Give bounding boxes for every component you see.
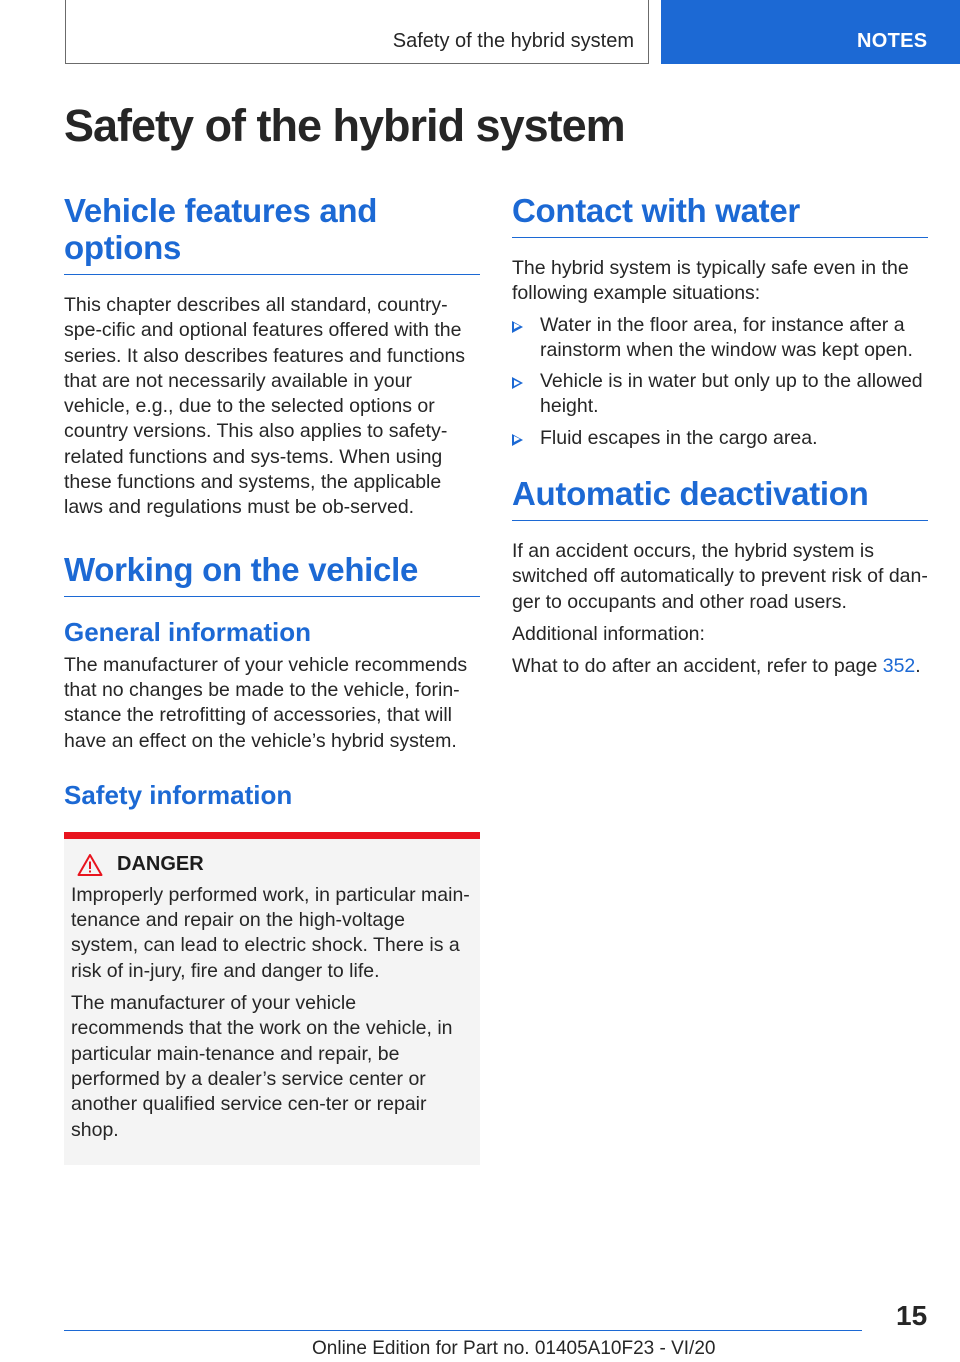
water-situations-list: [512, 313, 928, 451]
page-title: Safety of the hybrid system: [64, 100, 625, 151]
safety-information-heading: Safety information: [64, 779, 293, 810]
footer-edition-text: Online Edition for Part no. 01405A10F23 - VI/20: [312, 1338, 716, 1359]
bullet-triangle-icon: [512, 377, 523, 389]
danger-label: DANGER: [117, 853, 204, 876]
general-information-text: The manufacturer of your vehicle recommends that no changes be made to the vehicle, forin-stance the retrofitting of accessories, that will have an effect on the vehicle’s hybrid system.: [64, 653, 468, 752]
header-section-box: [65, 0, 649, 64]
notes-tab[interactable]: [661, 0, 960, 64]
page-reference-link[interactable]: 352: [882, 655, 916, 678]
danger-text-risk: Improperly performed work, in particular main-tenance and repair on the high-voltage system, can lead to electric shock. There is a risk of in-jury, fire and danger to life.: [71, 883, 470, 982]
list-item: Water in the floor area, for instance after a rainstorm when the window was kept open.: [512, 313, 928, 364]
right-column: [512, 192, 928, 680]
danger-notice: [64, 832, 480, 1165]
automatic-deactivation-heading: Automatic deactivation: [512, 475, 928, 521]
danger-text-recommendation: The manufacturer of your vehicle recommends that the work on the vehicle, in particular main-tenance and repair, be performed by a dealer’s service center or another qualified service cen-ter or repair shop.: [71, 992, 453, 1141]
left-column: [64, 192, 480, 1165]
water-intro-text: The hybrid system is typically safe even in the following example situations:: [512, 257, 909, 305]
footer-divider: [64, 1330, 862, 1331]
bullet-triangle-icon: [512, 321, 523, 333]
danger-header: [77, 853, 470, 877]
general-information-heading: General information: [64, 616, 312, 647]
working-on-vehicle-heading: Working on the vehicle: [64, 551, 480, 597]
vehicle-features-text: This chapter describes all standard, country-spe-cific and optional features offered with the series. It also describes features and functions that are not necessarily available in your vehicle, e.g., due to the selected options or country versions. This also applies to safety-related functions and sys-tems. When using these functions and systems, the applicable laws and regulations must be ob-served.: [64, 294, 466, 519]
page-number: 15: [896, 1300, 928, 1331]
accident-reference-text: What to do after an accident, refer to page 352.: [512, 655, 921, 678]
vehicle-features-heading: Vehicle features and options: [64, 192, 480, 275]
deactivation-text: If an accident occurs, the hybrid system is switched off automatically to prevent risk of dan-ger to occupants and other road users.: [512, 540, 928, 613]
contact-with-water-heading: Contact with water: [512, 192, 928, 238]
bullet-triangle-icon: [512, 434, 523, 446]
list-item: Fluid escapes in the cargo area.: [512, 426, 928, 451]
list-item: Vehicle is in water but only up to the allowed height.: [512, 369, 928, 420]
warning-triangle-icon: [77, 853, 103, 877]
additional-information-label: Additional information:: [512, 622, 705, 645]
header-section-title: Safety of the hybrid system: [392, 30, 634, 52]
notes-tab-label: NOTES: [857, 30, 928, 52]
